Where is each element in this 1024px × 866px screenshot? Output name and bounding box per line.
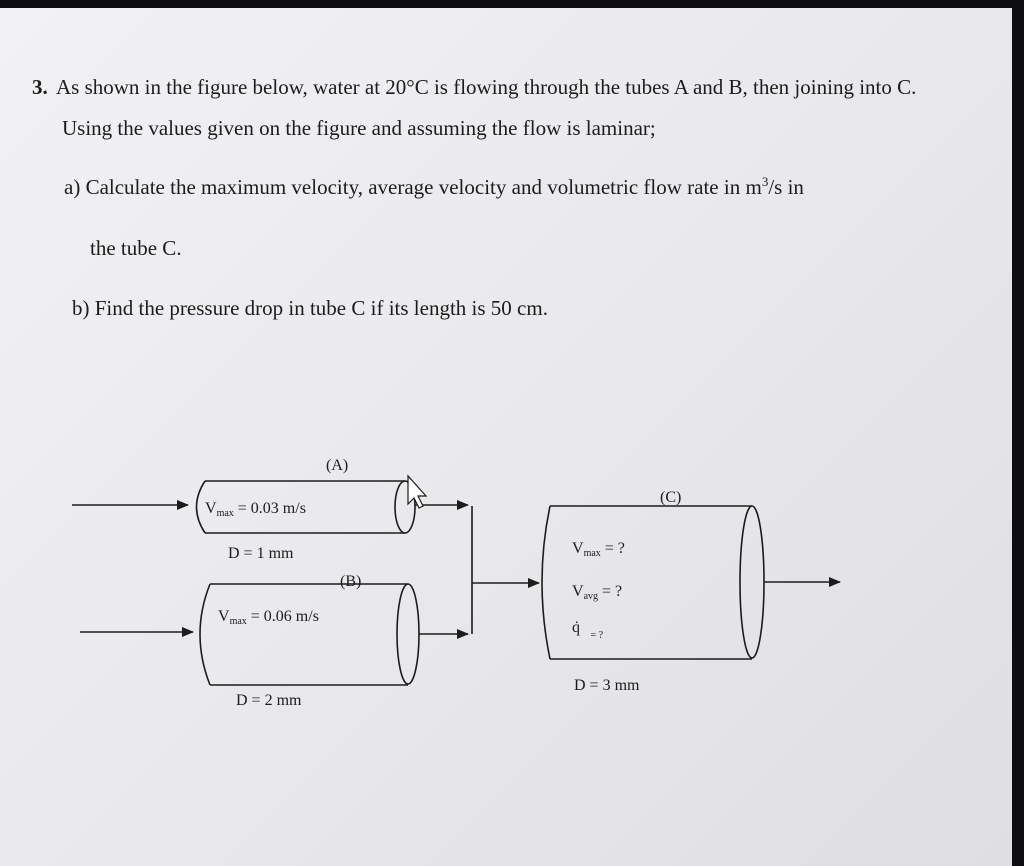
tube-b-diameter: D = 2 mm — [236, 692, 302, 709]
tube-c-label: (C) — [660, 489, 682, 506]
question-line-1: As shown in the figure below, water at 20°C is flowing through the tubes A and B, then joining into C. — [56, 75, 917, 99]
part-a-superscript: 3 — [761, 174, 769, 189]
junction-pipe — [472, 506, 538, 634]
tube-b — [200, 584, 419, 685]
tube-c-diameter: D = 3 mm — [574, 677, 640, 694]
tube-b-vmax: Vmax = 0.06 m/s — [218, 608, 319, 627]
cursor-arrow-icon — [408, 476, 426, 508]
question-number: 3. — [32, 75, 48, 99]
tube-a-vmax: Vmax = 0.03 m/s — [205, 500, 306, 519]
part-a-text: a) Calculate the maximum velocity, average velocity and volumetric flow rate in m — [64, 175, 762, 199]
part-b-line: b) Find the pressure drop in tube C if its length is 50 cm. — [72, 296, 548, 320]
document-page — [0, 8, 1012, 866]
tube-a-diameter: D = 1 mm — [228, 545, 294, 562]
tube-c-vmax: Vmax = ? — [572, 540, 625, 559]
tube-a-label: (A) — [326, 457, 349, 474]
tube-b-label: (B) — [340, 573, 362, 590]
tube-c-vavg: Vavg = ? — [572, 583, 623, 602]
flow-diagram — [0, 8, 1012, 866]
tube-c-flowrate: q̇ $_{= ?}$ — [572, 619, 604, 641]
part-a-unit-end: /s in — [768, 175, 804, 199]
question-line-2: Using the values given on the figure and assuming the flow is laminar; — [62, 116, 656, 140]
part-a-line-2: the tube C. — [90, 236, 182, 260]
